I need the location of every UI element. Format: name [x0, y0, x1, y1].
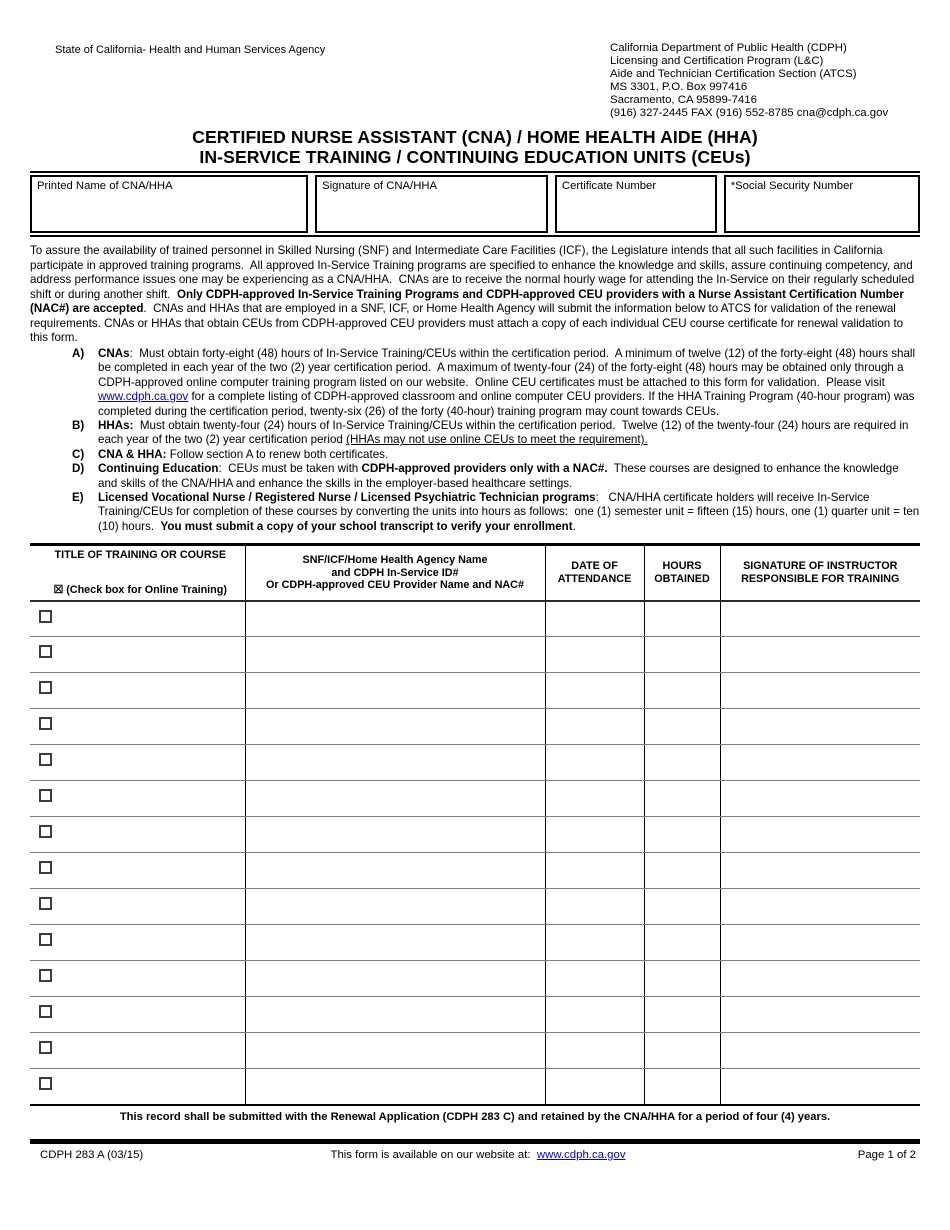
dept-line-6: (916) 327-2445 FAX (916) 552-8785 cna@cdph.ca.gov [610, 106, 889, 119]
training-row [30, 601, 920, 637]
training-title-cell[interactable] [30, 997, 245, 1033]
instructor-signature-cell[interactable] [720, 781, 920, 817]
requirement-item-d [72, 462, 920, 491]
col-header-signature [720, 545, 920, 601]
attendance-date-cell[interactable] [545, 817, 644, 853]
online-training-checkbox[interactable] [39, 681, 52, 694]
instructor-signature-cell[interactable] [720, 1069, 920, 1105]
hours-obtained-cell[interactable] [644, 637, 720, 673]
form-title [30, 128, 920, 167]
attendance-date-cell[interactable] [545, 1069, 644, 1105]
instructor-signature-cell[interactable] [720, 961, 920, 997]
form-title-line2: IN-SERVICE TRAINING / CONTINUING EDUCATION UNITS (CEUs) [199, 146, 751, 167]
text-segment: : Must obtain forty-eight (48) hours of In-Service Training/CEUs within the certification period. A minimum of twelve (12) of the forty-eight (48) hours shall be completed in each year of the two (2) year certification period. A maximum of twenty-four (24) of the forty-eight (48) hours may be obtained only through a CDPH-approved online computer training program listed on our website. Online CEU certificates must be attached to this form for validation. Please visit [98, 346, 919, 389]
online-training-checkbox[interactable] [39, 610, 52, 623]
attendance-date-cell[interactable] [545, 889, 644, 925]
item-letter: B) [72, 418, 85, 432]
requirements-list [72, 346, 923, 534]
col-header-hours [644, 545, 720, 601]
training-row [30, 709, 920, 745]
provider-name-cell[interactable] [245, 853, 545, 889]
online-training-checkbox[interactable] [39, 933, 52, 946]
provider-name-cell[interactable] [245, 961, 545, 997]
training-row [30, 637, 920, 673]
instructor-signature-cell[interactable] [720, 745, 920, 781]
col-header-training-title-text: TITLE OF TRAINING OR COURSE [54, 549, 227, 562]
inline-website-link[interactable]: www.cdph.ca.gov [98, 390, 189, 404]
provider-name-cell[interactable] [245, 889, 545, 925]
text-segment: . CNAs and HHAs that are employed in a SNF, ICF, or Home Health Agency will submit the information below to ATCS for validation of the renewal requirements. CNAs or HHAs that obtain CEUs from CDPH-approved CEU providers must attach a copy of each individual CEU course certificate for renewal validation to this form. [30, 302, 907, 345]
text-segment: . [572, 519, 576, 533]
item-text [98, 462, 920, 491]
social-security-number-field[interactable] [724, 175, 920, 233]
item-letter: A) [72, 346, 85, 360]
hours-obtained-cell[interactable] [644, 745, 720, 781]
form-footer [30, 1149, 920, 1161]
hours-obtained-cell[interactable] [644, 709, 720, 745]
training-title-cell[interactable] [30, 637, 245, 673]
hours-obtained-cell[interactable] [644, 673, 720, 709]
training-row [30, 1033, 920, 1069]
provider-name-cell[interactable] [245, 673, 545, 709]
provider-name-cell[interactable] [245, 781, 545, 817]
col-header-provider-line3: Or CDPH-approved CEU Provider Name and NAC# [266, 579, 524, 592]
attendance-date-cell[interactable] [545, 709, 644, 745]
instructor-signature-cell[interactable] [720, 817, 920, 853]
requirement-item-a [72, 347, 920, 419]
hours-obtained-cell[interactable] [644, 1069, 720, 1105]
training-title-cell[interactable] [30, 709, 245, 745]
online-training-checkbox[interactable] [39, 897, 52, 910]
item-text [98, 419, 920, 448]
signature-field[interactable] [315, 175, 548, 233]
online-training-checkbox[interactable] [39, 969, 52, 982]
training-title-cell[interactable] [30, 853, 245, 889]
footer-website-link[interactable]: www.cdph.ca.gov [536, 1148, 626, 1161]
provider-name-cell[interactable] [245, 745, 545, 781]
online-training-checkbox[interactable] [39, 753, 52, 766]
instructor-signature-cell[interactable] [720, 853, 920, 889]
online-training-checkbox[interactable] [39, 1005, 52, 1018]
requirement-item-e [72, 491, 923, 534]
attendance-date-cell[interactable] [545, 745, 644, 781]
provider-name-cell[interactable] [245, 925, 545, 961]
state-agency-label: State of California- Health and Human Services Agency [55, 44, 326, 56]
item-letter: D) [72, 462, 85, 476]
text-segment: CNA & HHA: [98, 447, 167, 461]
instructor-signature-cell[interactable] [720, 997, 920, 1033]
requirement-item-b [72, 419, 920, 448]
hours-obtained-cell[interactable] [644, 889, 720, 925]
dept-line-5: Sacramento, CA 95899-7416 [610, 93, 757, 106]
footer-rule [30, 1139, 920, 1144]
training-row [30, 673, 920, 709]
provider-name-cell[interactable] [245, 817, 545, 853]
online-training-checkbox[interactable] [39, 825, 52, 838]
online-training-checkbox-note: ☒ (Check box for Online Training) [53, 584, 227, 597]
text-segment: Must obtain twenty-four (24) hours of In-Service Training/CEUs within the certification period. Twelve (12) of the twenty-four (24) hours are required in each year of the two (2) year certification period [98, 418, 912, 447]
attendance-date-cell[interactable] [545, 673, 644, 709]
dept-line-1: California Department of Public Health (CDPH) [610, 42, 847, 54]
attendance-date-cell[interactable] [545, 781, 644, 817]
online-training-checkbox[interactable] [39, 645, 52, 658]
training-row [30, 781, 920, 817]
page-number: Page 1 of 2 [857, 1148, 916, 1161]
col-header-hours-line1: HOURS [662, 560, 702, 573]
text-segment: : CNA/HHA certificate holders will receive In-Service Training/CEUs for completion of these courses by converting the units into hours as follows: one (1) semester unit = fifteen (15) hours, one (1) quarter unit = ten (10) hours. [98, 491, 923, 533]
online-training-checkbox[interactable] [39, 1077, 52, 1090]
text-segment: Follow section A to renew both certificates. [166, 447, 389, 461]
online-training-checkbox[interactable] [39, 789, 52, 802]
form-number: CDPH 283 A (03/15) [40, 1148, 144, 1161]
training-row [30, 853, 920, 889]
provider-name-cell[interactable] [245, 997, 545, 1033]
online-training-checkbox[interactable] [39, 717, 52, 730]
text-segment: To assure the availability of trained personnel in Skilled Nursing (SNF) and Intermediate Care Facilities (ICF), the Legislature intends that all such facilities in California participate in approved training programs. All approved In-Service Training programs are specified to enhance the knowledge and skills, assure continuing competency, and address performance issues one may be experiencing as a CNA/HHA. CNAs are to receive the normal hourly wage for attending the In-Service on their regularly scheduled shift or during another shift. [30, 244, 918, 301]
text-segment: You must submit a copy of your school transcript to verify your enrollment [160, 519, 573, 533]
text-segment: (HHAs may not use online CEUs to meet the requirement). [346, 433, 648, 447]
table-header-row [30, 545, 920, 601]
attendance-date-cell[interactable] [545, 601, 644, 637]
text-segment: These courses are designed to enhance the knowledge and skills of the CNA/HHA and enhance the skills in the employer-based healthcare settings. [98, 462, 902, 490]
printed-name-field[interactable] [30, 175, 308, 233]
col-header-date-line1: DATE OF [571, 560, 618, 573]
training-title-cell[interactable] [30, 1033, 245, 1069]
certificate-number-field[interactable] [555, 175, 717, 233]
training-title-cell[interactable] [30, 1069, 245, 1105]
instructor-signature-cell[interactable] [720, 709, 920, 745]
training-title-cell[interactable] [30, 601, 245, 637]
hours-obtained-cell[interactable] [644, 817, 720, 853]
col-header-training-title [30, 545, 245, 601]
training-row [30, 817, 920, 853]
provider-name-cell[interactable] [245, 1069, 545, 1105]
certificate-number-label: Certificate Number [561, 180, 657, 193]
training-title-cell[interactable] [30, 961, 245, 997]
attendance-date-cell[interactable] [545, 997, 644, 1033]
text-segment: HHAs: [98, 418, 134, 432]
col-header-signature-line2: RESPONSIBLE FOR TRAINING [741, 572, 900, 585]
retention-note: This record shall be submitted with the Renewal Application (CDPH 283 C) and retained by the CNA/HHA for a period of four (4) years. [119, 1110, 831, 1123]
training-row [30, 1069, 920, 1105]
footer-availability-text: This form is available on our website at: [330, 1148, 537, 1161]
instructor-signature-cell[interactable] [720, 1033, 920, 1069]
hours-obtained-cell[interactable] [644, 961, 720, 997]
item-text [98, 347, 920, 419]
identification-row [30, 171, 920, 237]
item-letter: E) [72, 491, 84, 504]
instructor-signature-cell[interactable] [720, 601, 920, 637]
hours-obtained-cell[interactable] [644, 781, 720, 817]
col-header-signature-line1: SIGNATURE OF INSTRUCTOR [743, 560, 898, 573]
provider-name-cell[interactable] [245, 637, 545, 673]
intro-paragraph [30, 244, 920, 346]
training-title-cell[interactable] [30, 817, 245, 853]
hours-obtained-cell[interactable] [644, 601, 720, 637]
footer-availability-note [259, 1149, 697, 1161]
col-header-provider-line2: and CDPH In-Service ID# [331, 566, 459, 579]
training-title-cell[interactable] [30, 889, 245, 925]
training-row [30, 745, 920, 781]
training-title-cell[interactable] [30, 673, 245, 709]
item-text [98, 448, 920, 462]
form-title-line1: CERTIFIED NURSE ASSISTANT (CNA) / HOME HEALTH AIDE (HHA) [192, 127, 758, 148]
department-address-block [610, 42, 920, 119]
attendance-date-cell[interactable] [545, 1033, 644, 1069]
training-title-cell[interactable] [30, 781, 245, 817]
col-header-hours-line2: OBTAINED [654, 572, 710, 585]
attendance-date-cell[interactable] [545, 961, 644, 997]
attendance-date-cell[interactable] [545, 925, 644, 961]
col-header-provider [245, 545, 545, 601]
requirement-item-c [72, 448, 920, 462]
col-header-date-line2: ATTENDANCE [557, 572, 632, 585]
hours-obtained-cell[interactable] [644, 1033, 720, 1069]
signature-label: Signature of CNA/HHA [322, 180, 438, 193]
training-row [30, 961, 920, 997]
provider-name-cell[interactable] [245, 601, 545, 637]
text-segment: Licensed Vocational Nurse / Registered Nurse / Licensed Psychiatric Technician programs [98, 491, 596, 504]
training-title-cell[interactable] [30, 925, 245, 961]
text-segment: : CEUs must be taken with [218, 462, 362, 476]
hours-obtained-cell[interactable] [644, 997, 720, 1033]
instructor-signature-cell[interactable] [720, 889, 920, 925]
hours-obtained-cell[interactable] [644, 925, 720, 961]
dept-line-2: Licensing and Certification Program (L&C) [610, 54, 824, 67]
text-segment: Continuing Education [98, 462, 219, 476]
text-segment: CNAs [98, 346, 130, 360]
item-letter: C) [72, 447, 85, 461]
text-segment: for a complete listing of CDPH-approved classroom and online computer CEU providers. If the HHA Training Program (40-hour program) was completed during the certification period, twenty-six (26) of the forty (40-hour) training program may count towards CEUs. [98, 390, 918, 418]
provider-name-cell[interactable] [245, 709, 545, 745]
provider-name-cell[interactable] [245, 1033, 545, 1069]
attendance-date-cell[interactable] [545, 637, 644, 673]
form-header [30, 0, 920, 119]
printed-name-label: Printed Name of CNA/HHA [37, 180, 173, 193]
dept-line-4: MS 3301, P.O. Box 997416 [610, 80, 748, 93]
attendance-date-cell[interactable] [545, 853, 644, 889]
text-segment: Only CDPH-approved In-Service Training Programs and CDPH-approved CEU providers with a Nurse Assistant Certification Number (NAC#) are accepted [30, 287, 908, 316]
training-row [30, 997, 920, 1033]
training-row [30, 889, 920, 925]
training-row [30, 925, 920, 961]
item-text [98, 491, 923, 534]
training-rows [30, 601, 920, 1105]
instructor-signature-cell[interactable] [720, 925, 920, 961]
online-training-checkbox[interactable] [39, 1041, 52, 1054]
col-header-date [545, 545, 644, 601]
text-segment: CDPH-approved providers only with a NAC#. [361, 462, 608, 476]
training-log-table [30, 543, 920, 1106]
col-header-provider-line1: SNF/ICF/Home Health Agency Name [302, 554, 488, 567]
instructor-signature-cell[interactable] [720, 673, 920, 709]
dept-line-3: Aide and Technician Certification Section (ATCS) [610, 67, 857, 80]
training-title-cell[interactable] [30, 745, 245, 781]
hours-obtained-cell[interactable] [644, 853, 720, 889]
instructor-signature-cell[interactable] [720, 637, 920, 673]
social-security-number-label: *Social Security Number [730, 180, 854, 193]
online-training-checkbox[interactable] [39, 861, 52, 874]
